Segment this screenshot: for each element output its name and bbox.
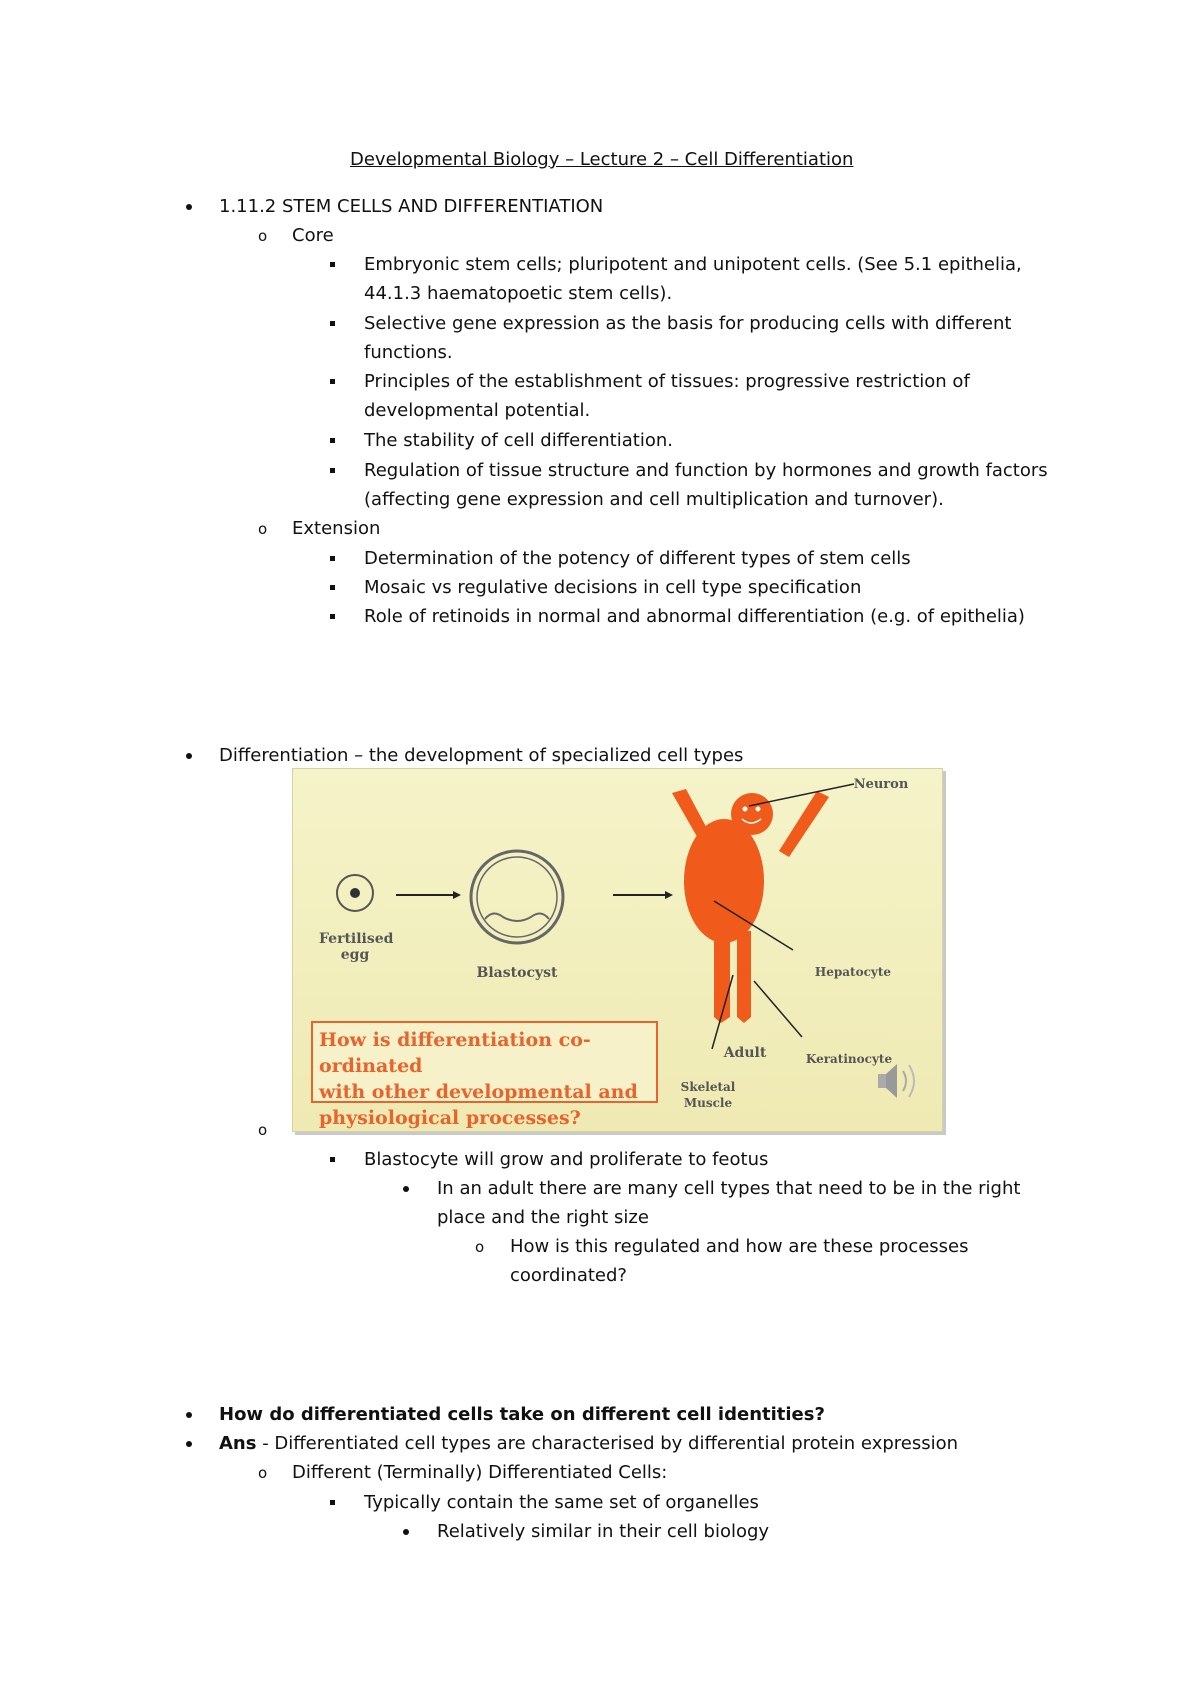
core-item-1-line-2: 44.1.3 haematopoetic stem cells). [364, 283, 673, 304]
bullet-dot [186, 753, 192, 759]
bullet-square [330, 379, 335, 384]
fertilised-egg-icon [337, 875, 373, 911]
arrow-icon [396, 891, 461, 899]
organelles-note: Typically contain the same set of organelles [364, 1492, 759, 1513]
page-title: Developmental Biology – Lecture 2 – Cell Differentiation [350, 149, 854, 170]
adult-label: Adult [723, 1045, 767, 1061]
blastocyte-note: Blastocyte will grow and proliferate to feotus [364, 1149, 769, 1170]
sub-bullet-o: o [258, 1121, 268, 1139]
core-item-2-line-1: Selective gene expression as the basis for producing cells with different [364, 313, 1012, 334]
bullet-dot [186, 1441, 192, 1447]
adult-note-line-1: In an adult there are many cell types that need to be in the right [437, 1178, 1021, 1199]
core-item-1-line-1: Embryonic stem cells; pluripotent and unipotent cells. (See 5.1 epithelia, [364, 254, 1022, 275]
fertilised-egg-label: Fertilised egg [319, 931, 394, 963]
extension-item-2: Mosaic vs regulative decisions in cell type specification [364, 577, 862, 598]
core-item-3-line-1: Principles of the establishment of tissues: progressive restriction of [364, 371, 970, 392]
bullet-square [330, 321, 335, 326]
sub-bullet-o: o [475, 1238, 485, 1256]
keratinocyte-label: Keratinocyte [805, 1052, 893, 1066]
adult-figure-icon [672, 789, 829, 1023]
adult-note-line-2: place and the right size [437, 1207, 649, 1228]
bullet-square [330, 262, 335, 267]
answer-text: - Differentiated cell types are characterised by differential protein expression [256, 1433, 959, 1454]
core-item-5-line-1: Regulation of tissue structure and function by hormones and growth factors [364, 460, 1048, 481]
sub-bullet-o: o [258, 1464, 268, 1482]
core-item-3-line-2: developmental potential. [364, 400, 591, 421]
identity-question: How do differentiated cells take on different cell identities? [219, 1404, 825, 1425]
bullet-square [330, 1157, 335, 1162]
bullet-dot [403, 1529, 409, 1535]
sub-bullet-o: o [258, 520, 268, 538]
arrow-icon [613, 891, 673, 899]
terminal-cells-heading: Different (Terminally) Differentiated Cells: [292, 1462, 668, 1483]
bullet-square [330, 468, 335, 473]
core-item-4: The stability of cell differentiation. [364, 430, 673, 451]
blastocyst-label: Blastocyst [476, 965, 558, 981]
bullet-dot [186, 204, 192, 210]
differentiation-figure [292, 768, 943, 1132]
bullet-square [330, 614, 335, 619]
syllabus-heading: 1.11.2 STEM CELLS AND DIFFERENTIATION [219, 196, 604, 217]
core-label: Core [292, 225, 334, 246]
bullet-square [330, 438, 335, 443]
core-item-5-line-2: (affecting gene expression and cell multiplication and turnover). [364, 489, 944, 510]
extension-item-3: Role of retinoids in normal and abnormal differentiation (e.g. of epithelia) [364, 606, 1025, 627]
extension-label: Extension [292, 518, 381, 539]
blastocyst-icon [471, 851, 563, 943]
speaker-icon[interactable] [878, 1064, 914, 1098]
answer-label: Ans [219, 1433, 257, 1454]
regulation-note-line-2: coordinated? [510, 1265, 627, 1286]
bullet-square [330, 1500, 335, 1505]
extension-item-1: Determination of the potency of different types of stem cells [364, 548, 911, 569]
differentiation-bullet: Differentiation – the development of specialized cell types [219, 745, 744, 766]
regulation-note-line-1: How is this regulated and how are these processes [510, 1236, 969, 1257]
bullet-square [330, 585, 335, 590]
skeletal-muscle-label: Skeletal Muscle [680, 1080, 736, 1110]
hepatocyte-label: Hepatocyte [814, 965, 892, 979]
sub-bullet-o: o [258, 227, 268, 245]
neuron-label: Neuron [853, 777, 909, 792]
cell-biology-note: Relatively similar in their cell biology [437, 1521, 770, 1542]
core-item-2-line-2: functions. [364, 342, 453, 363]
bullet-dot [186, 1412, 192, 1418]
bullet-square [330, 556, 335, 561]
question-box: How is differentiation co-ordinated with other developmental and physiological processes? [311, 1021, 658, 1103]
bullet-dot [403, 1186, 409, 1192]
answer-line [219, 1433, 958, 1455]
